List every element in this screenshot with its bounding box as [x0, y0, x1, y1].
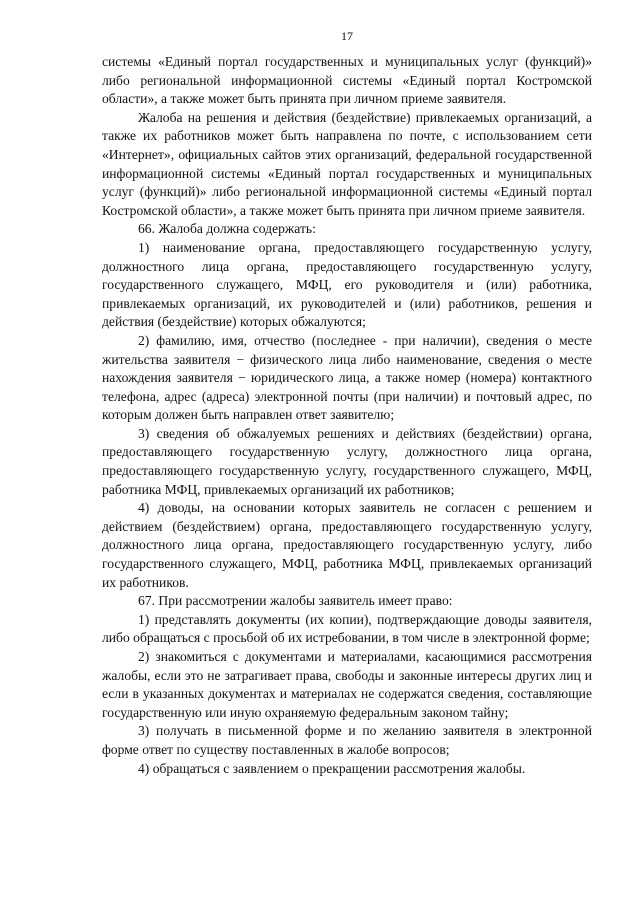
- paragraph-complaint-on-organizations: Жалоба на решения и действия (бездействие) привлекаемых организаций, а также их работников может быть направлена по почте, с использованием сети «Интернет», официальных сайтов этих организаций, федеральной государственной информационной системы «Единый портал государственных и муниципальных услуг (функций)» либо региональной информационной системы «Единый портал Костромской области», а также может быть принята при личном приеме заявителя.: [102, 109, 592, 218]
- paragraph-66-heading: 66. Жалоба должна содержать:: [138, 221, 316, 237]
- paragraph-66-item-4: 4) доводы, на основании которых заявитель не согласен с решением и действием (бездействием) органа, предоставляющего государственную услугу, должностного лица органа, предоставляющего государственную услугу, либо государственного служащего, МФЦ, работника МФЦ, привлекаемых организаций их работников.: [102, 500, 592, 590]
- paragraph-continuation: системы «Единый портал государственных и муниципальных услуг (функций)» либо региональной информационной системы «Единый портал Костромской области», а также может быть принята при личном приеме заявителя.: [102, 54, 592, 107]
- paragraph-67-item-1: 1) представлять документы (их копии), подтверждающие доводы заявителя, либо обращаться с просьбой об их истребовании, в том числе в электронной форме;: [102, 611, 592, 646]
- paragraph-67-item-2: 2) знакомиться с документами и материалами, касающимися рассмотрения жалобы, если это не затрагивает права, свободы и законные интересы других лиц и если в указанных документах и материалах не содержатся сведения, составляющие государственную или иную охраняемую федеральным законом тайну;: [102, 649, 592, 720]
- paragraph-66-item-2: 2) фамилию, имя, отчество (последнее - при наличии), сведения о месте жительства заявителя − физического лица либо наименование, сведения о месте нахождения заявителя − юридического лица, а также номер (номера) контактного телефона, адрес (адреса) электронной почты (при наличии) и почтовый адрес, по которым должен быть направлен ответ заявителю;: [102, 332, 592, 423]
- page-number: 17: [341, 29, 353, 43]
- paragraph-66-item-1: 1) наименование органа, предоставляющего государственную услугу, должностного лица органа, предоставляющего государственную услугу, государственного служащего, МФЦ, его руководителя и (или) работника, привлекаемых организаций, их руководителей и (или) работников, решения и действия (бездействие) которых обжалуются;: [102, 239, 592, 330]
- paragraph-66-item-3: 3) сведения об обжалуемых решениях и действиях (бездействии) органа, предоставляющего государственную услугу, должностного лица органа, предоставляющего государственную услугу, государственного служащего, МФЦ, работника МФЦ, привлекаемых организаций их работников;: [102, 425, 592, 497]
- paragraph-67-item-3: 3) получать в письменной форме и по желанию заявителя в электронной форме ответ по существу поставленных в жалобе вопросов;: [102, 723, 592, 757]
- document-body: [102, 53, 592, 778]
- paragraph-67-item-4: 4) обращаться с заявлением о прекращении рассмотрения жалобы.: [138, 760, 526, 776]
- paragraph-67-heading: 67. При рассмотрении жалобы заявитель имеет право:: [138, 593, 453, 609]
